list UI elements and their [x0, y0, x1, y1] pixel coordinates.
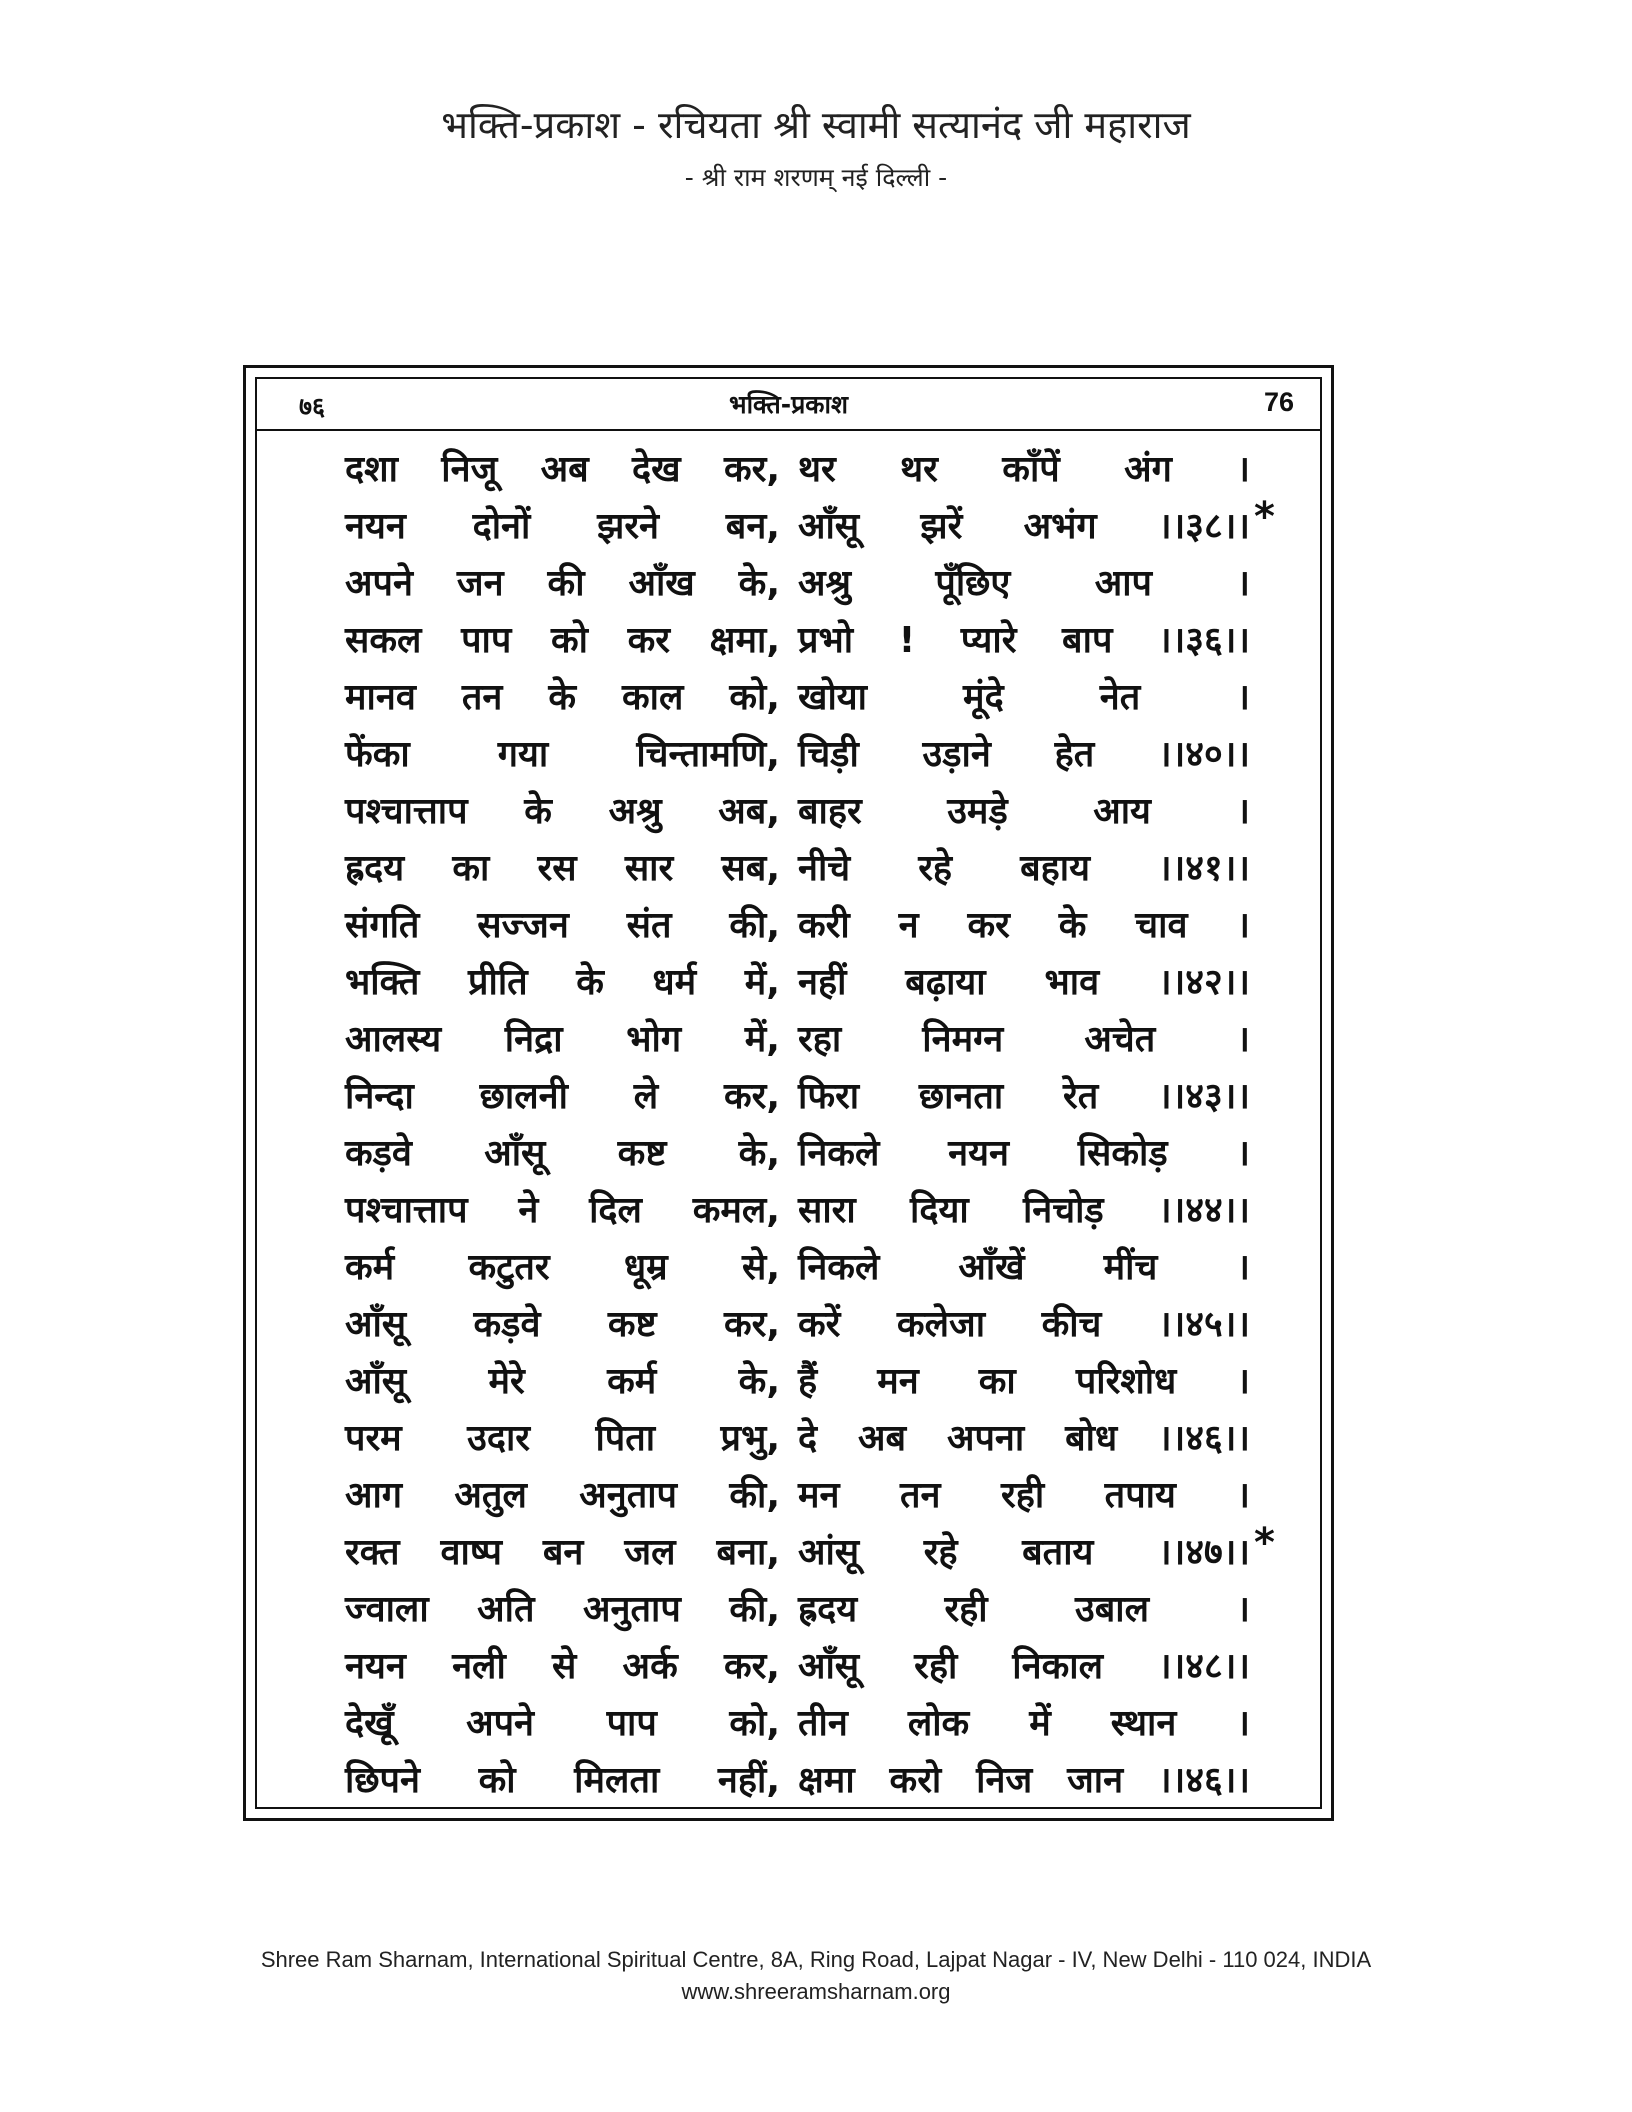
verse-first-half: भक्ति प्रीति के धर्म में, — [345, 962, 780, 1003]
verse-second-half: करें कलेजा कीच ।।४५।। — [798, 1304, 1250, 1345]
verse-second-half: नहीं बढ़ाया भाव ।।४२।। — [798, 962, 1250, 1003]
document-title: भक्ति-प्रकाश - रचियता श्री स्वामी सत्यानंद जी महाराज — [441, 103, 1191, 147]
verse-line — [345, 1237, 1280, 1294]
verse-line — [345, 1519, 1280, 1579]
verse-line — [345, 1465, 1280, 1522]
book-page-inner-frame — [255, 377, 1322, 1809]
verse-first-half: अपने जन की आँख के, — [345, 563, 780, 604]
verse-first-half: कर्म कटुतर धूम्र से, — [345, 1247, 780, 1288]
verse-first-half: पश्चात्ताप ने दिल कमल, — [345, 1190, 780, 1231]
verse-second-half: प्रभो ! प्यारे बाप ।।३६।। — [798, 620, 1250, 661]
verse-second-half: नीचे रहे बहाय ।।४१।। — [798, 848, 1250, 889]
verse-second-half: हैं मन का परिशोध । — [798, 1361, 1250, 1402]
verse-line — [345, 1636, 1280, 1693]
verse-second-half: मन तन रही तपाय । — [798, 1475, 1250, 1516]
verse-line — [345, 724, 1280, 781]
verse-first-half: नयन दोनों झरने बन, — [345, 506, 780, 547]
verse-second-half: सारा दिया निचोड़ ।।४४।। — [798, 1190, 1250, 1231]
verse-second-half: करी न कर के चाव । — [798, 905, 1250, 946]
asterisk-mark: * — [1254, 493, 1275, 540]
verse-second-half: ह्रदय रही उबाल । — [798, 1589, 1250, 1630]
verse-first-half: छिपने को मिलता नहीं, — [345, 1760, 780, 1801]
verse-line — [345, 952, 1280, 1009]
verse-first-half: दशा निजू अब देख कर, — [345, 449, 780, 490]
verse-second-half: निकले आँखें मींच । — [798, 1247, 1250, 1288]
verse-first-half: मानव तन के काल को, — [345, 677, 780, 718]
footer-website: www.shreeramsharnam.org — [681, 1979, 951, 2004]
verse-line — [345, 1123, 1280, 1180]
verse-list — [345, 439, 1280, 1807]
verse-first-half: आग अतुल अनुताप की, — [345, 1475, 780, 1516]
page-header — [0, 100, 1632, 200]
page-footer — [0, 1944, 1632, 2008]
verse-line — [345, 838, 1280, 895]
verse-line — [345, 1408, 1280, 1465]
verse-first-half: देखूँ अपने पाप को, — [345, 1703, 780, 1744]
verse-first-half: नयन नली से अर्क कर, — [345, 1646, 780, 1687]
verse-first-half: परम उदार पिता प्रभु, — [345, 1418, 780, 1459]
page-number: 76 — [1263, 387, 1294, 417]
verse-first-half: रक्त वाष्प बन जल बना, — [345, 1532, 780, 1573]
verse-line — [345, 1750, 1280, 1807]
verse-second-half: चिड़ी उड़ाने हेत ।।४०।। — [798, 734, 1250, 775]
verse-first-half: आलस्य निद्रा भोग में, — [345, 1019, 780, 1060]
verse-line — [345, 1066, 1280, 1123]
verse-first-half: सकल पाप को कर क्षमा, — [345, 620, 780, 661]
verse-first-half: ज्वाला अति अनुताप की, — [345, 1589, 780, 1630]
verse-line — [345, 667, 1280, 724]
footer-address: Shree Ram Sharnam, International Spiritual Centre, 8A, Ring Road, Lajpat Nagar - IV, New Delhi - 110 024, INDIA — [260, 1947, 1372, 1972]
verse-line — [345, 553, 1280, 610]
verse-first-half: संगति सज्जन संत की, — [345, 905, 780, 946]
verse-line — [345, 1693, 1280, 1750]
verse-first-half: आँसू मेरे कर्म के, — [345, 1361, 780, 1402]
verse-second-half: तीन लोक में स्थान । — [798, 1703, 1250, 1744]
verse-line — [345, 1579, 1280, 1636]
verse-second-half: निकले नयन सिकोड़ । — [798, 1133, 1250, 1174]
verse-second-half: फिरा छानता रेत ।।४३।। — [798, 1076, 1250, 1117]
running-head — [257, 379, 1320, 431]
verse-second-half: दे अब अपना बोध ।।४६।। — [798, 1418, 1250, 1459]
verse-first-half: ह्रदय का रस सार सब, — [345, 848, 780, 889]
verse-second-half: खोया मूंदे नेत । — [798, 677, 1250, 718]
verse-second-half: थर थर काँपें अंग । — [798, 449, 1250, 490]
verse-second-half: आँसू रही निकाल ।।४८।। — [798, 1646, 1250, 1687]
verse-second-half: क्षमा करो निज जान ।।४६।। — [798, 1760, 1250, 1801]
asterisk-mark: * — [1254, 1519, 1275, 1566]
verse-first-half: कड़वे आँसू कष्ट के, — [345, 1133, 780, 1174]
book-title: भक्ति-प्रकाश — [729, 390, 848, 419]
verse-second-half: अश्रु पूँछिए आप । — [798, 563, 1250, 604]
verse-line — [345, 610, 1280, 667]
verse-line — [345, 493, 1280, 553]
verse-second-half: रहा निमग्न अचेत । — [798, 1019, 1250, 1060]
verse-line — [345, 1294, 1280, 1351]
book-page-frame — [243, 365, 1334, 1821]
verse-first-half: पश्चात्ताप के अश्रु अब, — [345, 791, 780, 832]
document-subtitle: - श्री राम शरणम् नई दिल्ली - — [684, 163, 948, 192]
verse-line — [345, 1009, 1280, 1066]
page-number-devanagari: ७६ — [299, 392, 326, 421]
verse-second-half: आंसू रहे बताय ।।४७।। — [798, 1532, 1250, 1573]
verse-line — [345, 1351, 1280, 1408]
verse-line — [345, 1180, 1280, 1237]
verse-line — [345, 895, 1280, 952]
verse-first-half: निन्दा छालनी ले कर, — [345, 1076, 780, 1117]
verse-second-half: आँसू झरें अभंग ।।३८।। — [798, 506, 1250, 547]
verse-line — [345, 439, 1280, 496]
verse-line — [345, 781, 1280, 838]
verse-second-half: बाहर उमड़े आय । — [798, 791, 1250, 832]
verse-first-half: फेंका गया चिन्तामणि, — [345, 734, 780, 775]
verse-first-half: आँसू कड़वे कष्ट कर, — [345, 1304, 780, 1345]
